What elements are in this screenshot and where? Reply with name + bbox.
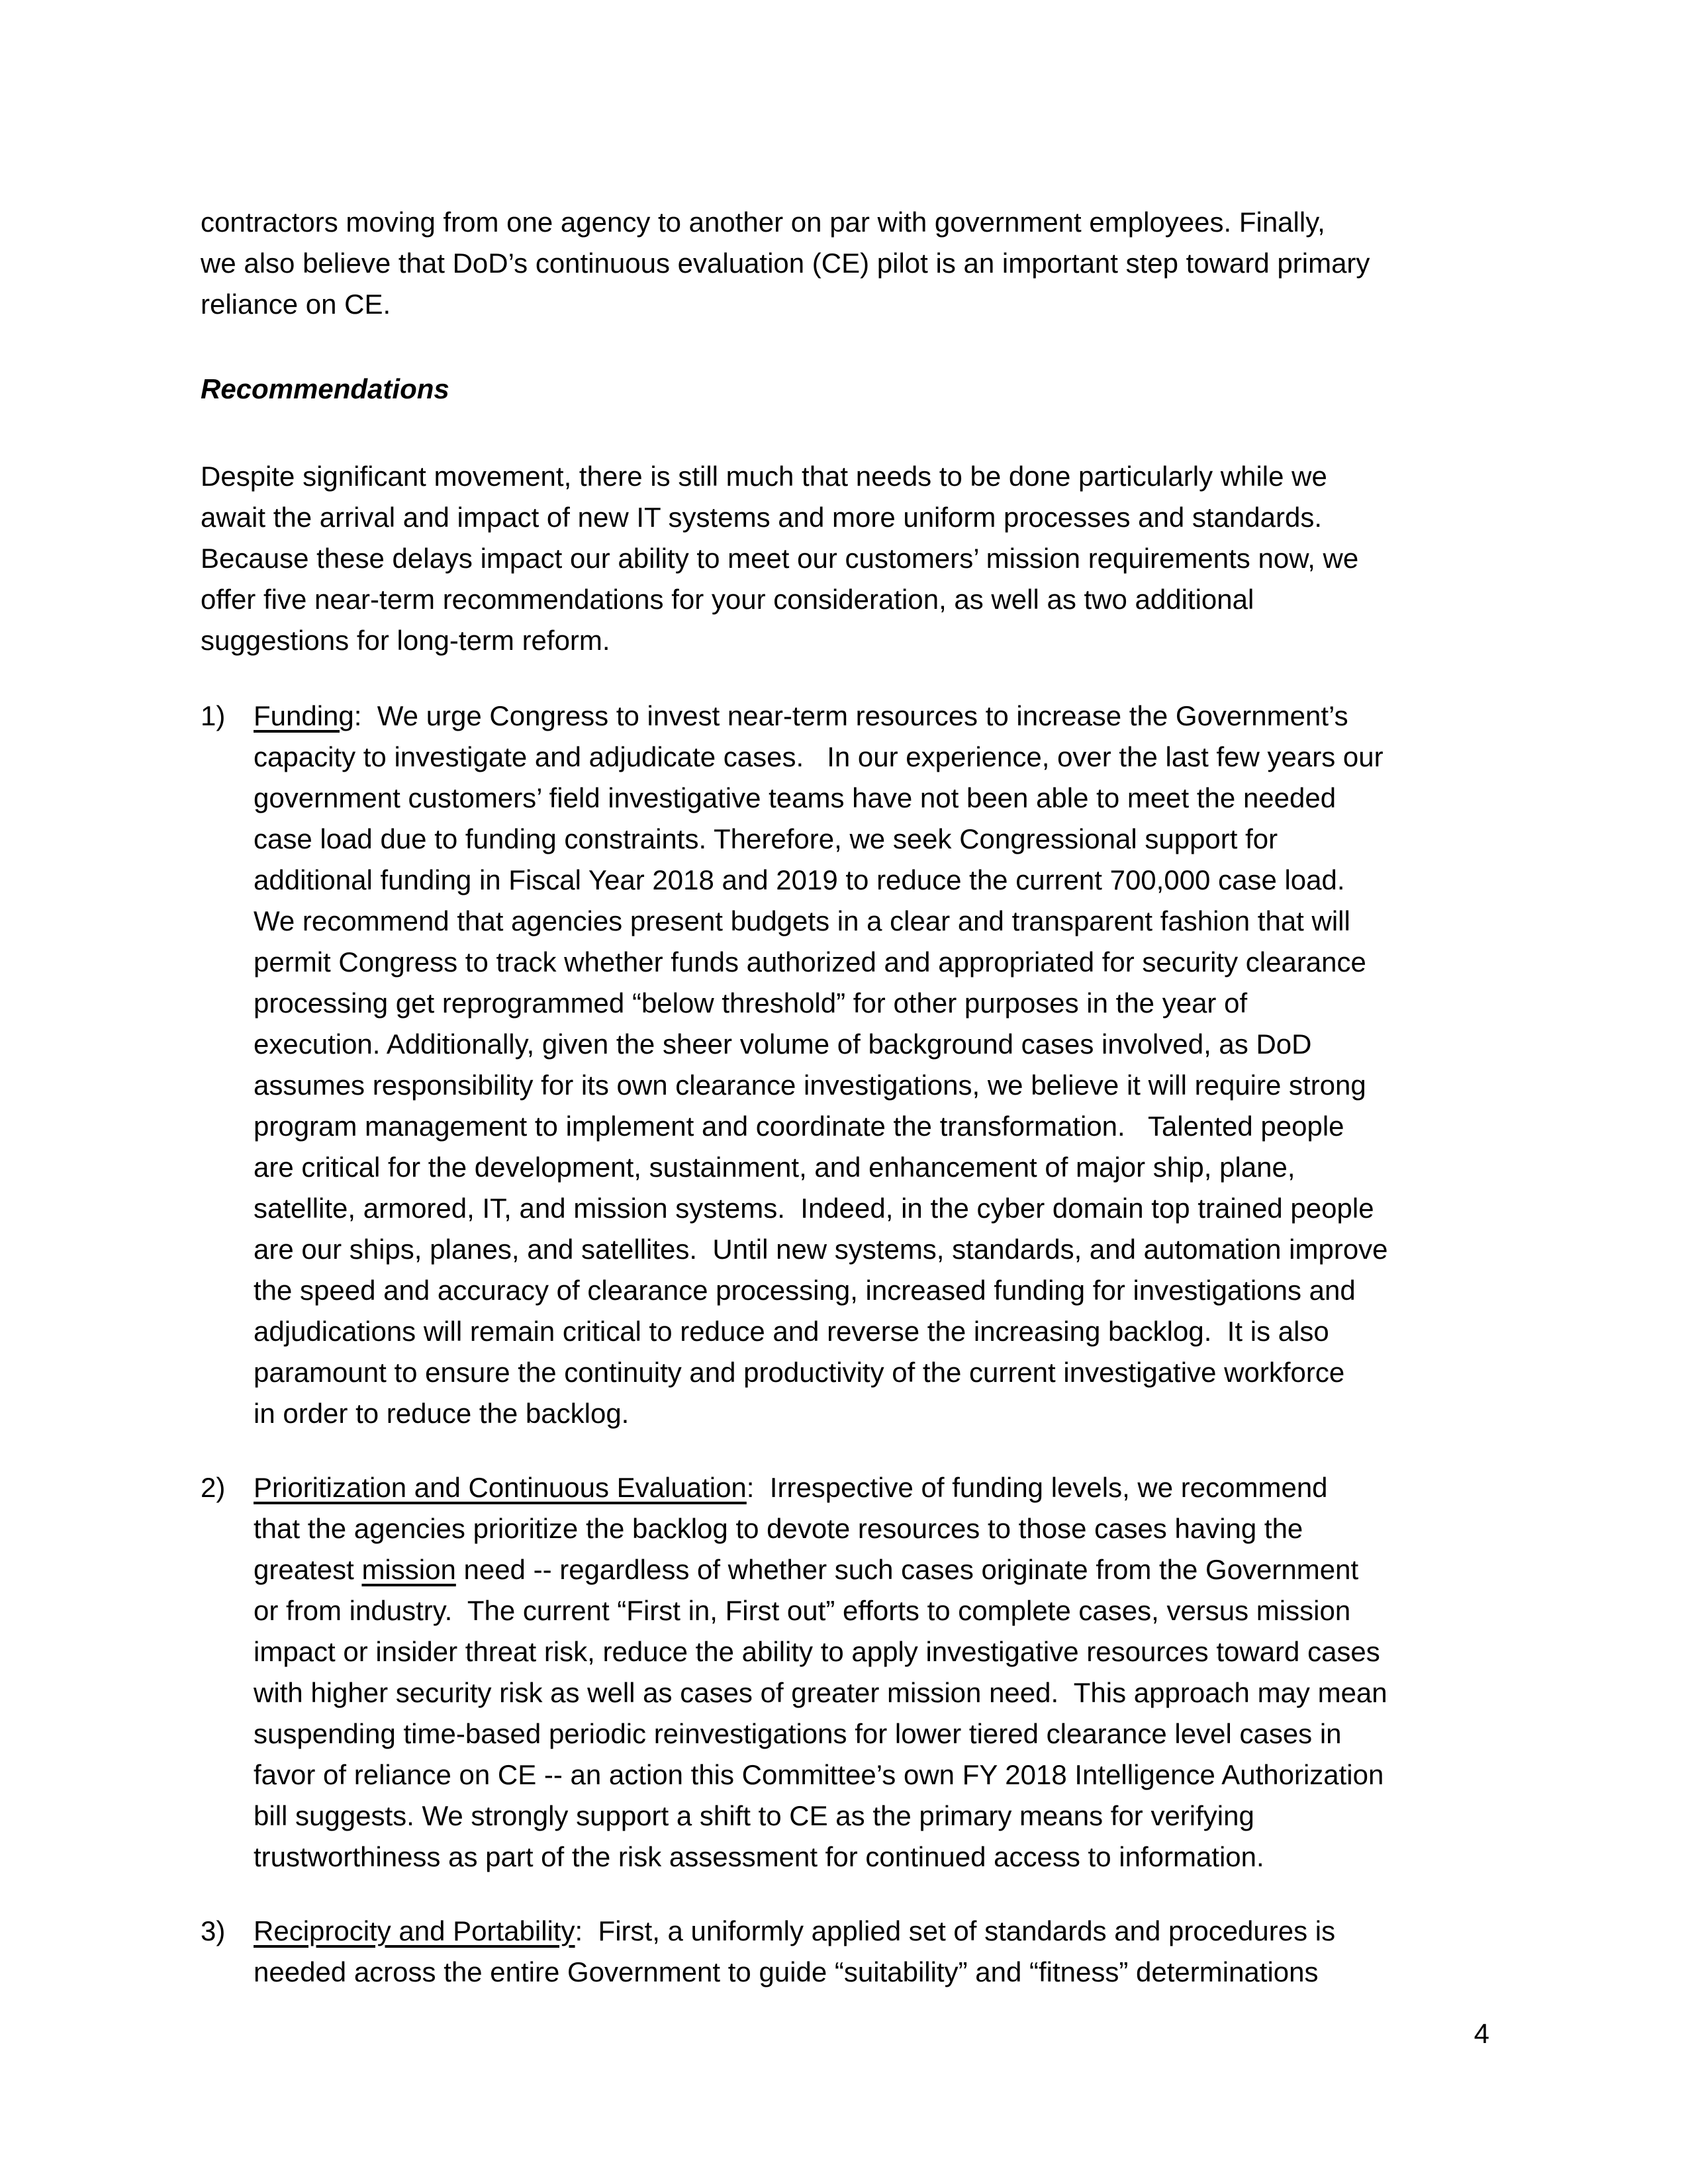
text-line: favor of reliance on CE -- an action this Committee’s own FY 2018 Intelligence Authorization <box>254 1759 1384 1790</box>
text-line: bill suggests. We strongly support a shift to CE as the primary means for verifying <box>254 1800 1254 1831</box>
intro-paragraph <box>201 202 1508 325</box>
text-line: reliance on CE. <box>201 289 391 320</box>
list-item-text <box>254 696 1388 1434</box>
text-line: processing get reprogrammed “below threshold” for other purposes in the year of <box>254 987 1248 1019</box>
list-item-prioritization <box>201 1467 1508 1878</box>
text-line: program management to implement and coordinate the transformation. Talented people <box>254 1111 1344 1142</box>
lead-rest: : First, a uniformly applied set of standards and procedures is <box>575 1915 1336 1946</box>
text-line: satellite, armored, IT, and mission systems. Indeed, in the cyber domain top trained people <box>254 1193 1374 1224</box>
item-lines <box>254 737 1388 1434</box>
text-line: additional funding in Fiscal Year 2018 and 2019 to reduce the current 700,000 case load. <box>254 864 1345 895</box>
underlined-lead: Funding <box>254 700 354 731</box>
text-line: execution. Additionally, given the sheer volume of background cases involved, as DoD <box>254 1028 1312 1060</box>
text-line: in order to reduce the backlog. <box>254 1398 630 1429</box>
text-line: the speed and accuracy of clearance processing, increased funding for investigations and <box>254 1275 1356 1306</box>
lead-rest: : We urge Congress to invest near-term resources to increase the Government’s <box>353 700 1348 731</box>
text-line: Because these delays impact our ability to meet our customers’ mission requirements now, we <box>201 543 1359 574</box>
page-content <box>201 202 1508 1993</box>
text-line: or from industry. The current “First in, First out” efforts to complete cases, versus mission <box>254 1595 1351 1626</box>
list-item-number: 2) <box>201 1472 226 1503</box>
text-line: Despite significant movement, there is still much that needs to be done particularly while we <box>201 461 1327 492</box>
underlined-word: mission <box>361 1554 456 1585</box>
list-item-number: 1) <box>201 700 226 731</box>
text-line: We recommend that agencies present budgets in a clear and transparent fashion that will <box>254 905 1350 936</box>
item-lines <box>254 1590 1387 1878</box>
text-line: permit Congress to track whether funds authorized and appropriated for security clearance <box>254 946 1366 978</box>
underlined-lead: Reciprocity and Portability <box>254 1915 575 1946</box>
text-line: impact or insider threat risk, reduce the ability to apply investigative resources toward cases <box>254 1636 1380 1667</box>
text-line: suspending time-based periodic reinvestigations for lower tiered clearance level cases in <box>254 1718 1342 1749</box>
text-line: are our ships, planes, and satellites. Until new systems, standards, and automation improve <box>254 1234 1388 1265</box>
text-line: adjudications will remain critical to reduce and reverse the increasing backlog. It is also <box>254 1316 1329 1347</box>
recommendations-heading: Recommendations <box>201 373 449 404</box>
text-line: offer five near-term recommendations for your consideration, as well as two additional <box>201 584 1254 615</box>
text-line: await the arrival and impact of new IT systems and more uniform processes and standards. <box>201 502 1323 533</box>
text-line: we also believe that DoD’s continuous evaluation (CE) pilot is an important step toward primary <box>201 248 1370 279</box>
text-line: capacity to investigate and adjudicate cases. In our experience, over the last few years our <box>254 741 1383 772</box>
text-line: government customers’ field investigative teams have not been able to meet the needed <box>254 782 1336 813</box>
text-line: trustworthiness as part of the risk assessment for continued access to information. <box>254 1841 1264 1872</box>
text-line: suggestions for long-term reform. <box>201 625 610 656</box>
underlined-lead: Prioritization and Continuous Evaluation <box>254 1472 747 1503</box>
list-item-funding <box>201 696 1508 1434</box>
text-line <box>254 696 1388 737</box>
text-line: contractors moving from one agency to another on par with government employees. Finally, <box>201 206 1325 238</box>
text-segment: need -- regardless of whether such cases originate from the Government <box>455 1554 1359 1585</box>
text-line: with higher security risk as well as cases of greater mission need. This approach may mean <box>254 1677 1387 1708</box>
list-item-reciprocity <box>201 1911 1508 1993</box>
list-item-text <box>254 1467 1387 1878</box>
list-item-text <box>254 1911 1335 1993</box>
list-item-number: 3) <box>201 1915 226 1946</box>
overview-paragraph <box>201 456 1508 661</box>
text-line: that the agencies prioritize the backlog to devote resources to those cases having the <box>254 1513 1303 1544</box>
text-line <box>254 1549 1387 1590</box>
text-line: assumes responsibility for its own clearance investigations, we believe it will require strong <box>254 1069 1366 1101</box>
text-line: paramount to ensure the continuity and productivity of the current investigative workforce <box>254 1357 1345 1388</box>
text-line <box>254 1467 1387 1508</box>
item-lines <box>254 1508 1387 1549</box>
text-segment: greatest <box>254 1554 362 1585</box>
item-lines <box>254 1952 1335 1993</box>
text-line: are critical for the development, sustainment, and enhancement of major ship, plane, <box>254 1152 1295 1183</box>
page-number: 4 <box>1474 2018 1489 2049</box>
text-line <box>254 1911 1335 1952</box>
text-line: case load due to funding constraints. Therefore, we seek Congressional support for <box>254 823 1278 854</box>
lead-rest: : Irrespective of funding levels, we recommend <box>746 1472 1328 1503</box>
text-line: needed across the entire Government to guide “suitability” and “fitness” determinations <box>254 1956 1319 1987</box>
